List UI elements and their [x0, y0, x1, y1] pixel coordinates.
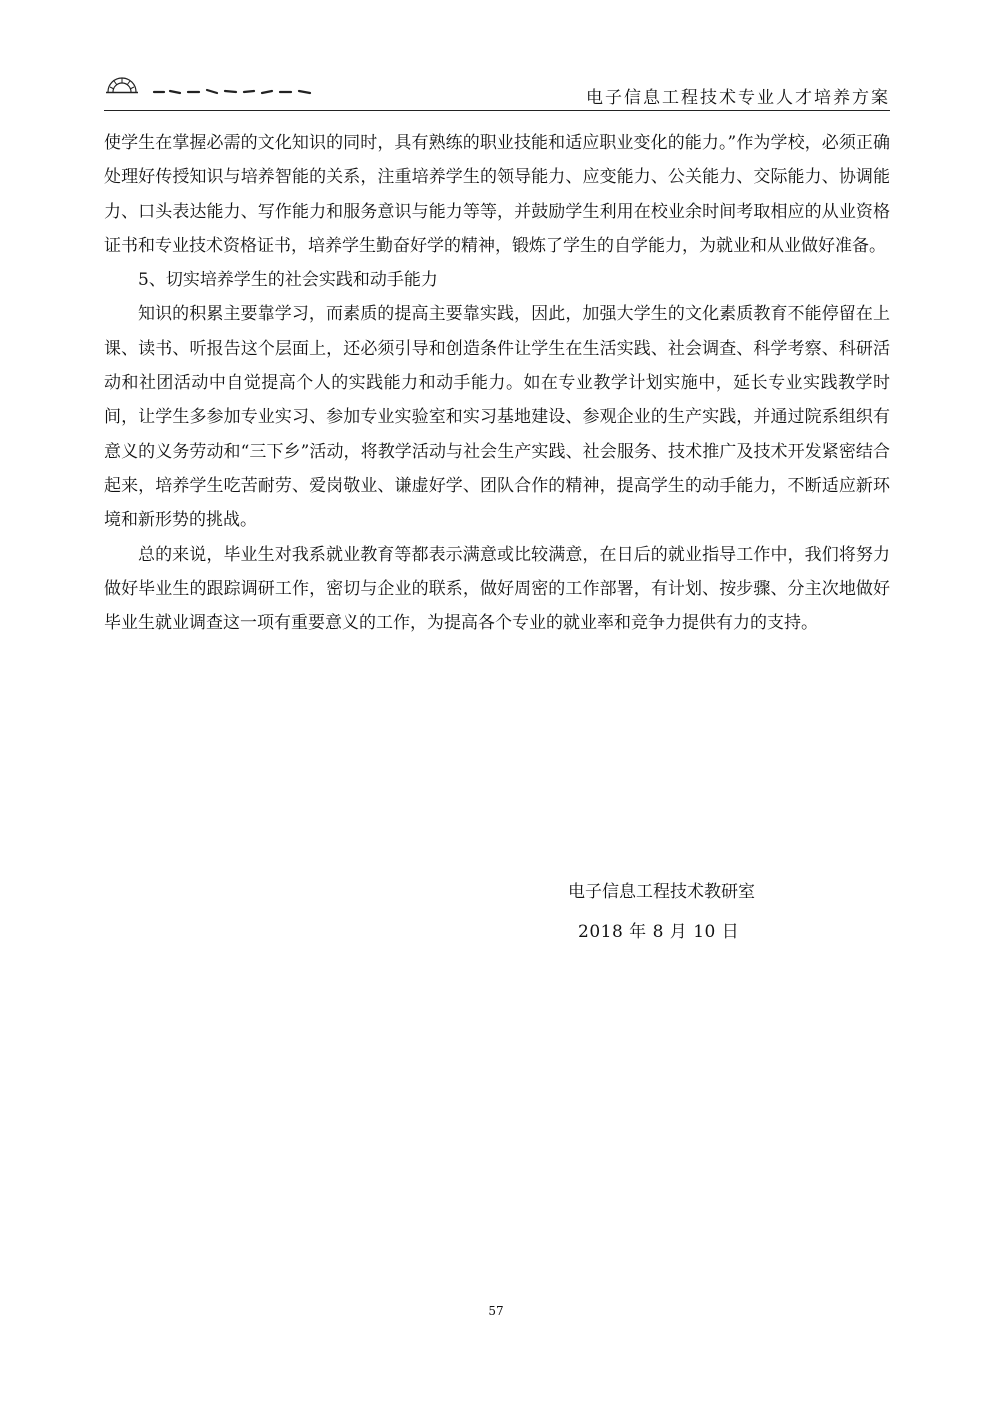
page-number: 57 [488, 1304, 504, 1318]
page-header [104, 62, 890, 111]
signature-block [568, 872, 755, 952]
body-paragraph: 知识的积累主要靠学习，而素质的提高主要靠实践，因此，加强大学生的文化素质教育不能停留在上课、读书、听报告这个层面上，还必须引导和创造条件让学生在生活实践、社会调查、科学考察、科研活动和社团活动中自觉提高个人的实践能力和动手能力。如在专业教学计划实施中，延长专业实践教学时间，让学生多参加专业实习、参加专业实验室和实习基地建设、参观企业的生产实践，并通过院系组织有意义的义务劳动和“三下乡”活动，将教学活动与社会生产实践、社会服务、技术推广及技术开发紧密结合起来，培养学生吃苦耐劳、爱岗敬业、谦虚好学、团队合作的精神，提高学生的动手能力，不断适应新环境和新形势的挑战。 [104, 304, 890, 531]
body-paragraph: 总的来说，毕业生对我系就业教育等都表示满意或比较满意，在日后的就业指导工作中，我们将努力做好毕业生的跟踪调研工作，密切与企业的联系，做好周密的工作部署，有计划、按步骤、分主次地做好毕业生就业调查这一项有重要意义的工作，为提高各个专业的就业率和竞争力提供有力的支持。 [104, 544, 890, 634]
document-title: 电子信息工程技术专业人才培养方案 [586, 88, 890, 108]
section-heading: 5、切实培养学生的社会实践和动手能力 [138, 270, 438, 291]
document-body [104, 126, 890, 640]
signature-date: 2018 年 8 月 10 日 [578, 922, 740, 942]
body-paragraph: 使学生在掌握必需的文化知识的同时，具有熟练的职业技能和适应职业变化的能力。”作为学校，必须正确处理好传授知识与培养智能的关系，注重培养学生的领导能力、应变能力、公关能力、交际能力、协调能力、口头表达能力、写作能力和服务意识与能力等等，并鼓励学生利用在校业余时间考取相应的从业资格证书和专业技术资格证书，培养学生勤奋好学的精神，锻炼了学生的自学能力，为就业和从业做好准备。 [104, 133, 890, 256]
school-logo [104, 70, 319, 96]
signature-department: 电子信息工程技术教研室 [568, 882, 755, 902]
